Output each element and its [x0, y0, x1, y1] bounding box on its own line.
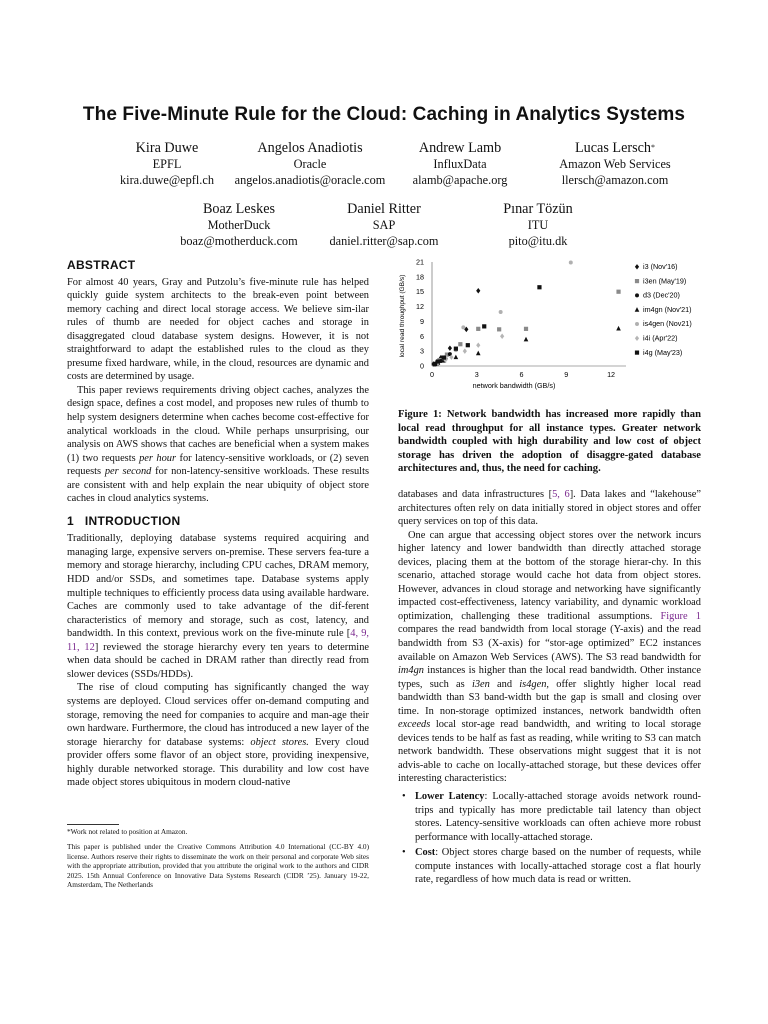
author-name: Kira Duwe [135, 140, 199, 156]
data-point [454, 355, 459, 360]
author-affiliation: SAP [372, 218, 396, 232]
data-point [436, 359, 440, 363]
author-name: Lucas Lersch* [574, 140, 656, 156]
figure-reference-link[interactable]: Figure 1 [660, 610, 701, 622]
data-point [463, 348, 467, 353]
legend-marker [635, 264, 639, 269]
intro-paragraph: Traditionally, deploying database systems required acquiring and managing large, expensive servers on-premise. These servers fea-ture a memory and storage hierarchy, including CPU caches, DRAM memory, HDD and/or SSDs, and sometimes tape. Database systems apply multiple techniques to efficiently process data using available hardware. Caches are commonly used to take advantage of the dif-ferent characteristics of memory and storage, such as cost, latency, and bandwidth. In this context, previous work on the five-minute rule [4, 9, 11, 12] reviewed the storage hierarchy every ten years to determine when data should be cached in DRAM rather than directly read from slower devices (SSDs/HDDs). [67, 533, 369, 680]
abstract-heading: ABSTRACT [67, 258, 136, 272]
data-point [499, 310, 503, 314]
citation-link[interactable]: 4, 9, 11, 12 [67, 628, 369, 653]
author-affiliation: Oracle [293, 157, 327, 171]
legend-entry: i4i (Apr'22) [643, 333, 678, 343]
author-block [540, 140, 690, 189]
figure-1-caption: Figure 1: Network bandwidth has increased more rapidly than local read throughput for all instance types. Greater network bandwidth coupled with high durability and low cost of object storage has driven the adoption of disaggre-gated database architectures and, thus, the need for caching. [398, 409, 701, 475]
author-email: kira.duwe@epfl.ch [120, 172, 214, 187]
right-column [398, 488, 701, 887]
legend-entry: d3 (Dec'20) [643, 290, 680, 300]
abstract-paragraph: This paper reviews requirements driving object caches, analyzes the design space, defines a cost model, and proposes new rules of thumb to help system designers determine when caches become cost-effective for analytical workloads in the cloud. While perhaps unsurprising, our analysis on AWS shows that caches are beneficial when a system makes (1) two requests per hour for latency-sensitive workloads, or (2) seven requests per second for non-latency-sensitive workloads. These results are consistent with and help explain the near ubiquity of object store caches in cloud analytics systems. [67, 384, 370, 505]
x-axis-label: network bandwidth (GB/s) [472, 381, 556, 390]
author-block [309, 201, 459, 250]
author-name: Angelos Anadiotis [257, 140, 363, 156]
data-point [569, 261, 573, 265]
y-tick-label: 6 [420, 331, 424, 341]
legend-entry: i4g (May'23) [643, 347, 683, 357]
legend-entry: i3en (May'19) [643, 276, 687, 286]
data-point [500, 334, 504, 339]
author-email: boaz@motherduck.com [180, 233, 298, 248]
footnote-license: This paper is published under the Creative Commons Attribution 4.0 International (CC-BY 4.0) license. Authors reserve their rights to disseminate the work on their personal and corporate Web sites with the appropriate attribution, provided that you attribute the original work to the authors and CIDR 2025. 15th Annual Conference on Innovative Data Systems Research (CIDR ’25). January 19-22, Amsterdam, The Netherlands [67, 842, 369, 890]
author-affiliation: InfluxData [433, 157, 487, 171]
data-point [466, 343, 470, 347]
y-tick-label: 3 [420, 346, 424, 356]
chart-legend [635, 262, 692, 357]
author-affiliation: EPFL [152, 157, 182, 171]
data-point [448, 345, 452, 350]
data-point [524, 327, 528, 331]
author-email: pito@itu.dk [508, 233, 568, 248]
author-footnote-mark: * [651, 143, 656, 152]
y-tick-label: 21 [416, 257, 424, 267]
data-point [442, 355, 446, 359]
data-point [458, 342, 462, 346]
list-item: • Lower Latency: Locally-attached storage avoids network round-trips and typically has more predictable tail latency than object stores. Latency-sensitive workloads can often achieve more robust performance with locally-attached storage. [398, 790, 701, 844]
legend-marker [635, 336, 639, 341]
author-name: Daniel Ritter [347, 201, 421, 217]
footnote-rule [67, 824, 119, 825]
author-email: daniel.ritter@sap.com [329, 233, 439, 248]
author-block [463, 201, 613, 250]
x-tick-label: 6 [519, 370, 524, 379]
y-axis-label: local read throughput (GB/s) [399, 274, 406, 358]
author-block [92, 140, 242, 189]
data-point [461, 325, 465, 329]
data-point [616, 290, 620, 294]
author-block [225, 140, 395, 189]
x-tick-label: 12 [607, 370, 616, 379]
legend-marker [635, 351, 639, 355]
y-tick-label: 9 [420, 316, 424, 326]
characteristics-list [398, 790, 701, 887]
y-tick-label: 0 [420, 361, 424, 371]
legend-marker [635, 307, 640, 312]
paper-title: The Five-Minute Rule for the Cloud: Caching in Analytics Systems [82, 104, 686, 125]
author-affiliation: MotherDuck [207, 218, 271, 232]
author-email: alamb@apache.org [412, 172, 508, 187]
data-point [524, 337, 529, 342]
author-name: Andrew Lamb [418, 140, 502, 156]
data-point [476, 351, 481, 356]
author-name: Pınar Tözün [503, 201, 573, 217]
body-paragraph: databases and data infrastructures [5, 6]. Data lakes and “lakehouse” architectures often rely on data initially stored in object stores and offer query services on top of this data. [398, 489, 702, 528]
legend-marker [635, 322, 639, 326]
citation-link[interactable]: 5, 6 [552, 489, 570, 500]
x-tick-label: 0 [430, 370, 434, 379]
left-column [67, 259, 369, 790]
figure-1-chart [396, 256, 706, 396]
chart-axes [416, 258, 626, 380]
y-tick-label: 15 [416, 287, 424, 297]
x-tick-label: 9 [564, 370, 569, 379]
section-heading-introduction: 1 INTRODUCTION [67, 513, 181, 528]
chart-markers [431, 261, 620, 367]
data-point [497, 327, 501, 331]
data-point [482, 324, 486, 328]
data-point [616, 326, 621, 331]
x-tick-label: 3 [474, 370, 479, 379]
data-point [476, 327, 480, 331]
footnote-author: *Work not related to position at Amazon. [67, 827, 188, 836]
abstract-paragraph: For almost 40 years, Gray and Putzolu’s five-minute rule has helped quickly guide system architects to the break-even point between memory caching and direct local storage access. We believe sim-ilar rules of thumb are needed for object caches and storage in disaggregated cloud database system designs. However, it is not straightforward to adapt the established rules to the cloud as they presume fixed hardware, while, in the cloud, resources are dynamic and costs are determined by usage. [67, 276, 369, 383]
legend-marker [635, 293, 639, 297]
data-point [454, 347, 458, 351]
legend-entry: im4gn (Nov'21) [643, 304, 692, 314]
author-email: llersch@amazon.com [561, 172, 669, 187]
author-affiliation: ITU [527, 218, 549, 232]
data-point [476, 342, 480, 347]
author-block [390, 140, 530, 189]
y-tick-label: 18 [416, 272, 424, 282]
author-email: angelos.anadiotis@oracle.com [234, 172, 386, 187]
y-tick-label: 12 [416, 302, 424, 312]
author-block [164, 201, 314, 250]
data-point [476, 288, 480, 293]
list-item: • Cost: Object stores charge based on the number of requests, while compute instances with locally-attached storage cost a flat hourly rate, regardless of how much data is read or written. [398, 846, 701, 887]
author-affiliation: Amazon Web Services [559, 157, 671, 171]
legend-marker [635, 279, 639, 283]
intro-paragraph: The rise of cloud computing has significantly changed the way systems are deployed. Cloud services offer on-demand computing and storage, removing the need for companies to acquire and man-age their own hardware. Furthermore, the cloud has introduced a new layer of the storage hierarchy for database systems: object stores. Every cloud provider offers some flavor of an object store, providing inexpensive, highly durable networked storage. This durability and low cost have made object stores ubiquitous in modern cloud-native [67, 682, 370, 789]
body-paragraph: One can argue that accessing object stores over the network incurs higher latency and lower bandwidth than directly attached storage devices, placing them at the bottom of the storage hierar-chy. In this scenario, attached storage would cache hot data from object stores. However, advances in cloud storage and networking have significantly impacted cost-effectiveness, latency variability, and dynamic workload optimization, challenging these traditional assumptions. Figure 1 compares the read bandwidth from local storage (Y-axis) and the read bandwidth from S3 (X-axis) for “stor-age optimized” EC2 instances available on Amazon Web Services (AWS). The S3 read bandwidth for im4gn instances is higher than the local read bandwidth. Other instance types, such as i3en and is4gen, offer slightly higher local read bandwidth than S3 band-width but the gap is small and closing over time. In non-storage optimized instances, network bandwidth often exceeds local stor-age read bandwidth, and writing to local storage devices tends to be half as fast as reading, while writing to S3 can match network bandwidth. These observations might suggest that it is not advis-able to cache on locally-attached storage, but these devices offer interesting characteristics: [398, 529, 701, 785]
legend-entry: i3 (Nov'16) [643, 262, 678, 271]
author-name: Boaz Leskes [202, 201, 276, 217]
data-point [537, 285, 541, 289]
legend-entry: is4gen (Nov21) [643, 319, 692, 329]
